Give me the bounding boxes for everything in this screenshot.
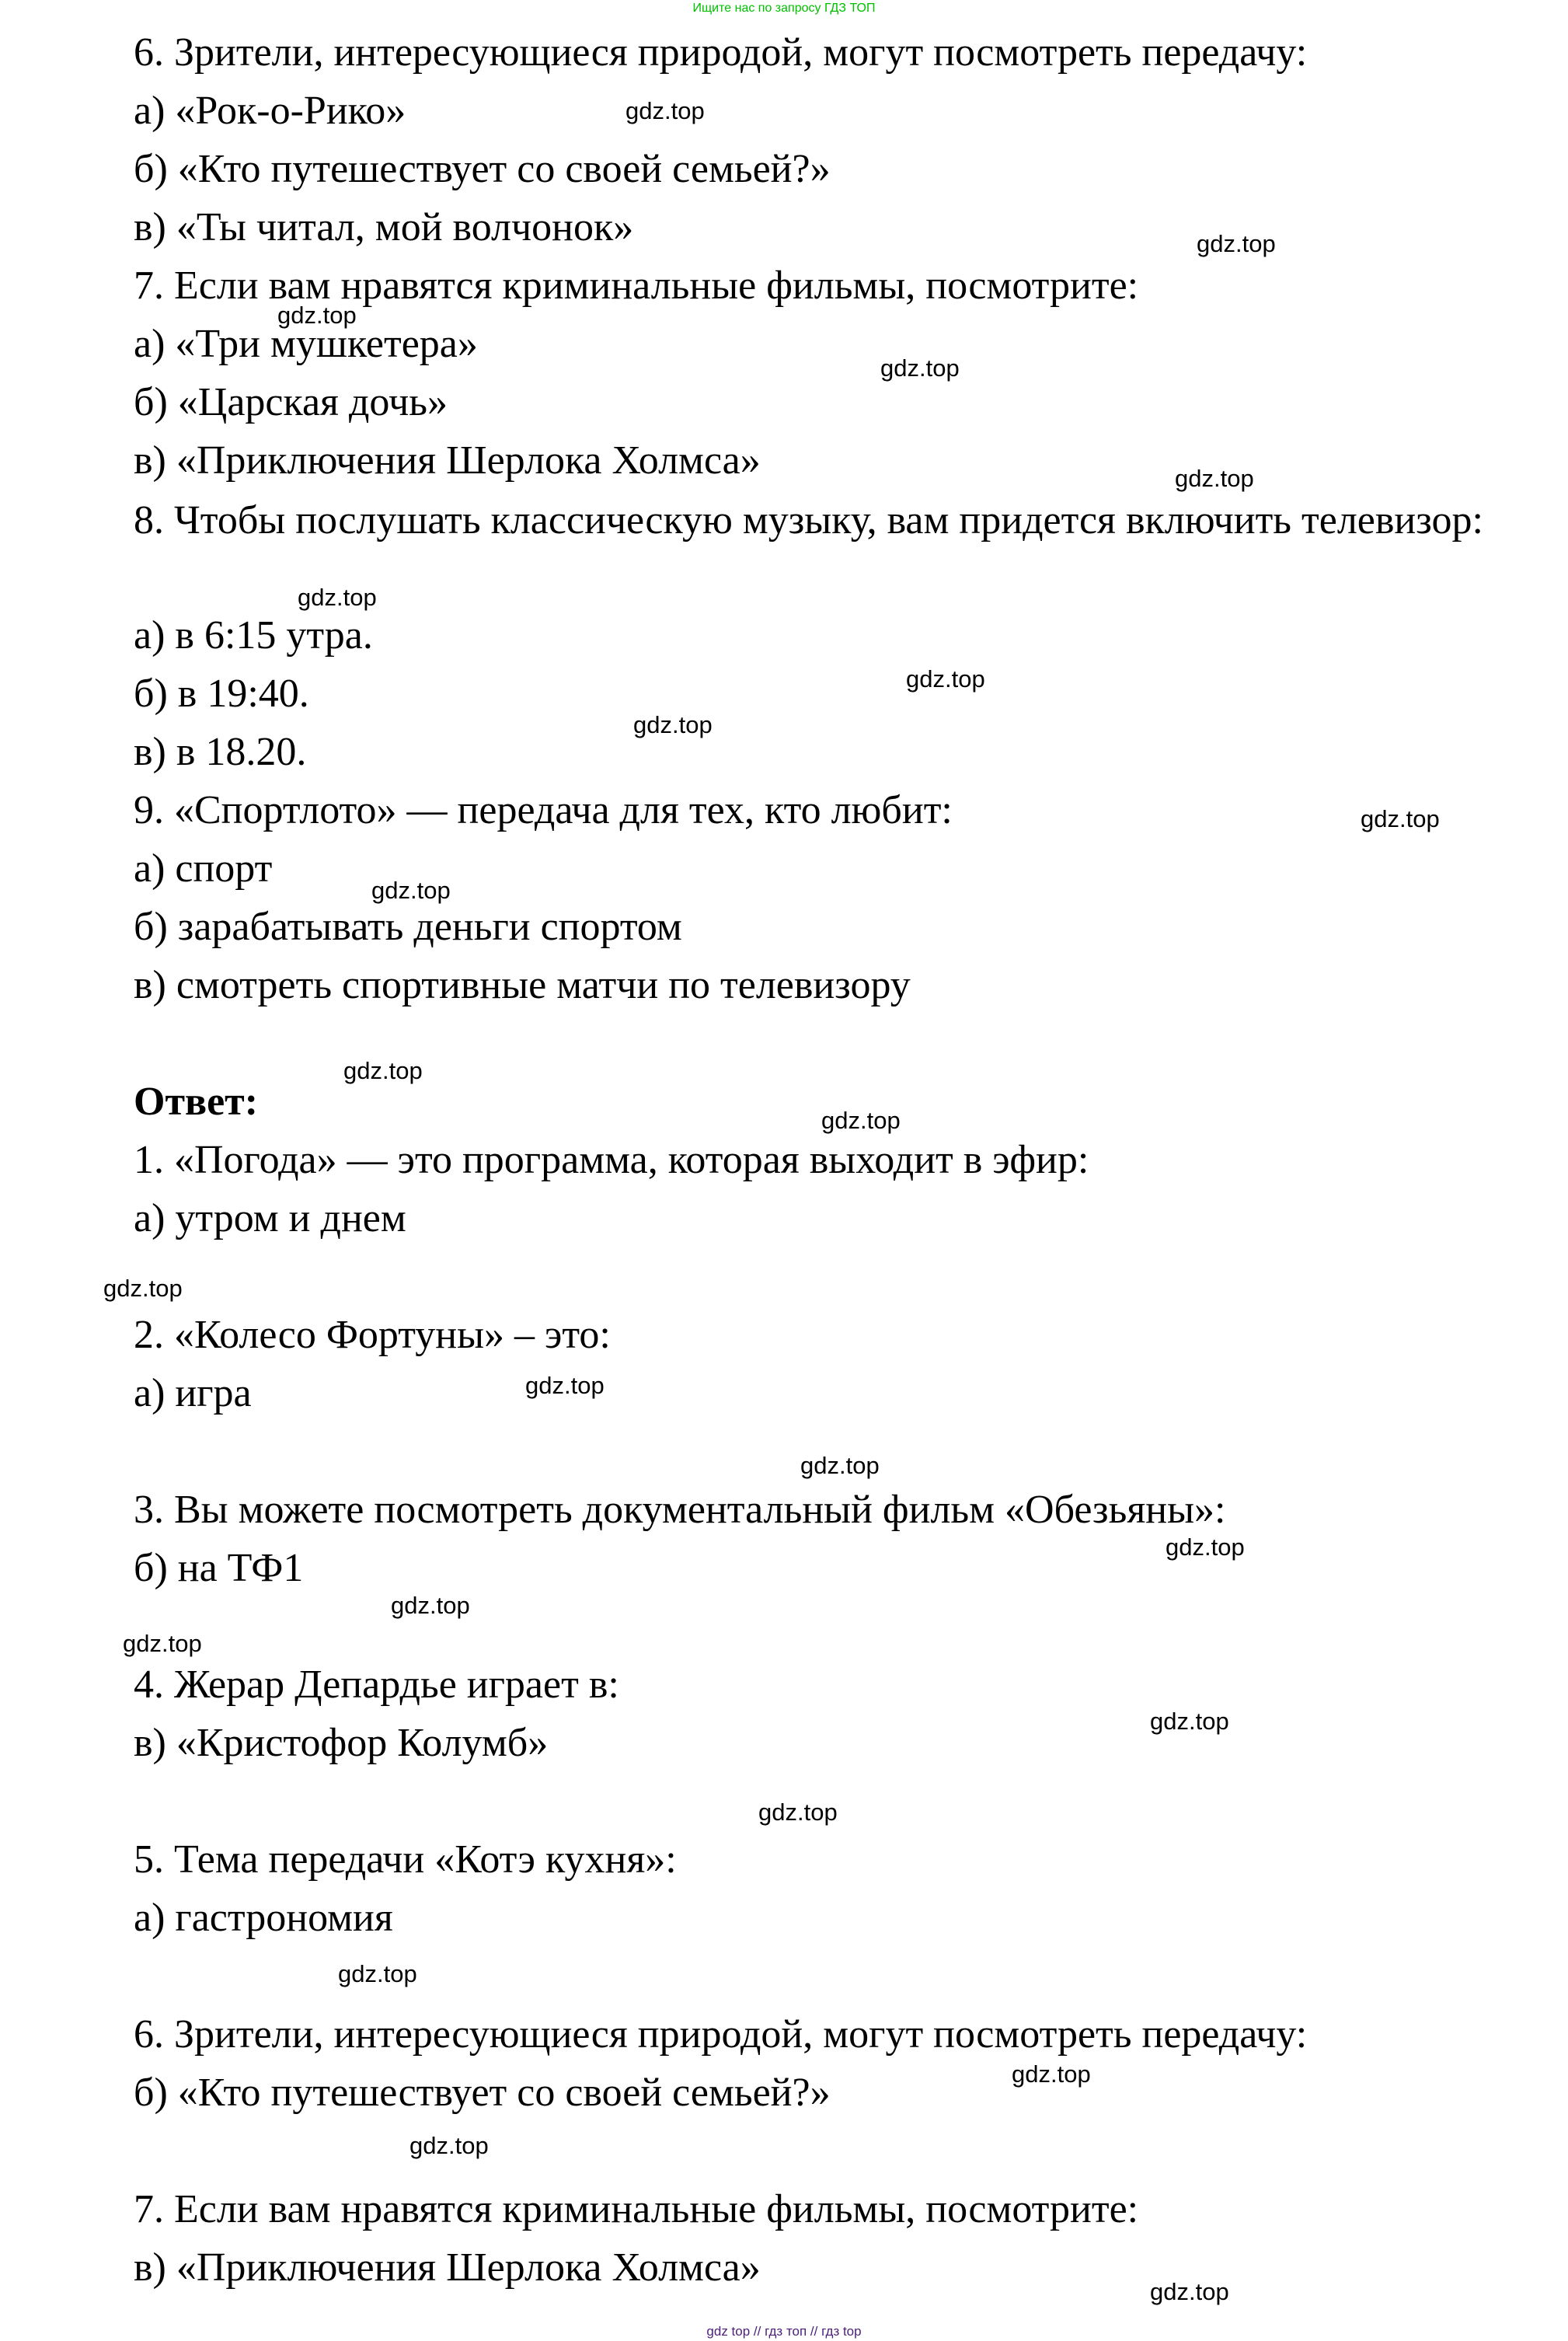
answer-6-question: 6. Зрители, интересующиеся природой, могут посмотреть передачу: [134, 2012, 1308, 2057]
watermark: gdz.top [277, 302, 357, 329]
watermark: gdz.top [338, 1960, 417, 1987]
question-7-option-c: в) «Приключения Шерлока Холмса» [134, 438, 761, 483]
watermark: gdz.top [1012, 2060, 1091, 2088]
watermark: gdz.top [1150, 2278, 1229, 2305]
question-8-option-a: а) в 6:15 утра. [134, 613, 373, 658]
top-banner[interactable]: Ищите нас по запросу ГДЗ ТОП [692, 2, 876, 15]
answer-3-choice: б) на ТФ1 [134, 1546, 304, 1590]
watermark: gdz.top [525, 1372, 605, 1399]
watermark: gdz.top [821, 1107, 901, 1134]
question-6-option-a: а) «Рок-о-Рико» [134, 89, 406, 133]
watermark: gdz.top [391, 1592, 470, 1619]
answer-6-choice: б) «Кто путешествует со своей семьей?» [134, 2071, 831, 2115]
answer-7-question: 7. Если вам нравятся криминальные фильмы, посмотрите: [134, 2187, 1139, 2231]
answer-4-question: 4. Жерар Депардье играет в: [134, 1662, 619, 1707]
watermark: gdz.top [1166, 1533, 1245, 1561]
footer-links[interactable]: gdz top // гдз топ // гдз top [706, 2324, 862, 2339]
answer-heading: Ответ: [134, 1080, 259, 1124]
watermark: gdz.top [298, 584, 377, 611]
watermark: gdz.top [1197, 230, 1276, 257]
watermark: gdz.top [1361, 805, 1440, 832]
question-9-option-a: а) спорт [134, 846, 273, 891]
answer-5-choice: а) гастрономия [134, 1896, 393, 1940]
watermark: gdz.top [800, 1452, 880, 1479]
question-8-option-b: б) в 19:40. [134, 672, 309, 716]
watermark: gdz.top [758, 1798, 838, 1826]
answer-5-question: 5. Тема передачи «Котэ кухня»: [134, 1837, 677, 1882]
watermark: gdz.top [625, 97, 705, 124]
answer-4-choice: в) «Кристофор Колумб» [134, 1721, 549, 1765]
question-8-title: 8. Чтобы послушать классическую музыку, вам придется включить телевизор: [134, 498, 1483, 543]
answer-2-question: 2. «Колесо Фортуны» – это: [134, 1313, 611, 1357]
answer-1-question: 1. «Погода» — это программа, которая выходит в эфир: [134, 1138, 1089, 1182]
question-7-option-a: а) «Три мушкетера» [134, 322, 478, 366]
question-6-option-c: в) «Ты читал, мой волчонок» [134, 205, 634, 249]
question-8-option-c: в) в 18.20. [134, 730, 307, 774]
watermark: gdz.top [633, 711, 713, 738]
watermark: gdz.top [103, 1275, 183, 1302]
question-7-title: 7. Если вам нравятся криминальные фильмы, посмотрите: [134, 263, 1139, 308]
answer-2-choice: а) игра [134, 1371, 252, 1415]
question-6-title: 6. Зрители, интересующиеся природой, могут посмотреть передачу: [134, 30, 1308, 75]
question-6-option-b: б) «Кто путешествует со своей семьей?» [134, 147, 831, 191]
answer-3-question: 3. Вы можете посмотреть документальный фильм «Обезьяны»: [134, 1488, 1226, 1532]
question-9-option-c: в) смотреть спортивные матчи по телевизору [134, 963, 911, 1007]
answer-1-choice: а) утром и днем [134, 1196, 406, 1240]
watermark: gdz.top [880, 354, 960, 382]
watermark: gdz.top [371, 877, 451, 904]
watermark: gdz.top [343, 1057, 423, 1084]
watermark: gdz.top [906, 665, 985, 693]
watermark: gdz.top [123, 1630, 202, 1657]
watermark: gdz.top [1175, 465, 1254, 492]
question-9-option-b: б) зарабатывать деньги спортом [134, 905, 682, 949]
answer-7-choice: в) «Приключения Шерлока Холмса» [134, 2245, 761, 2290]
question-9-title: 9. «Спортлото» — передача для тех, кто любит: [134, 788, 953, 832]
watermark: gdz.top [1150, 1708, 1229, 1735]
question-7-option-b: б) «Царская дочь» [134, 380, 448, 424]
watermark: gdz.top [409, 2132, 489, 2159]
